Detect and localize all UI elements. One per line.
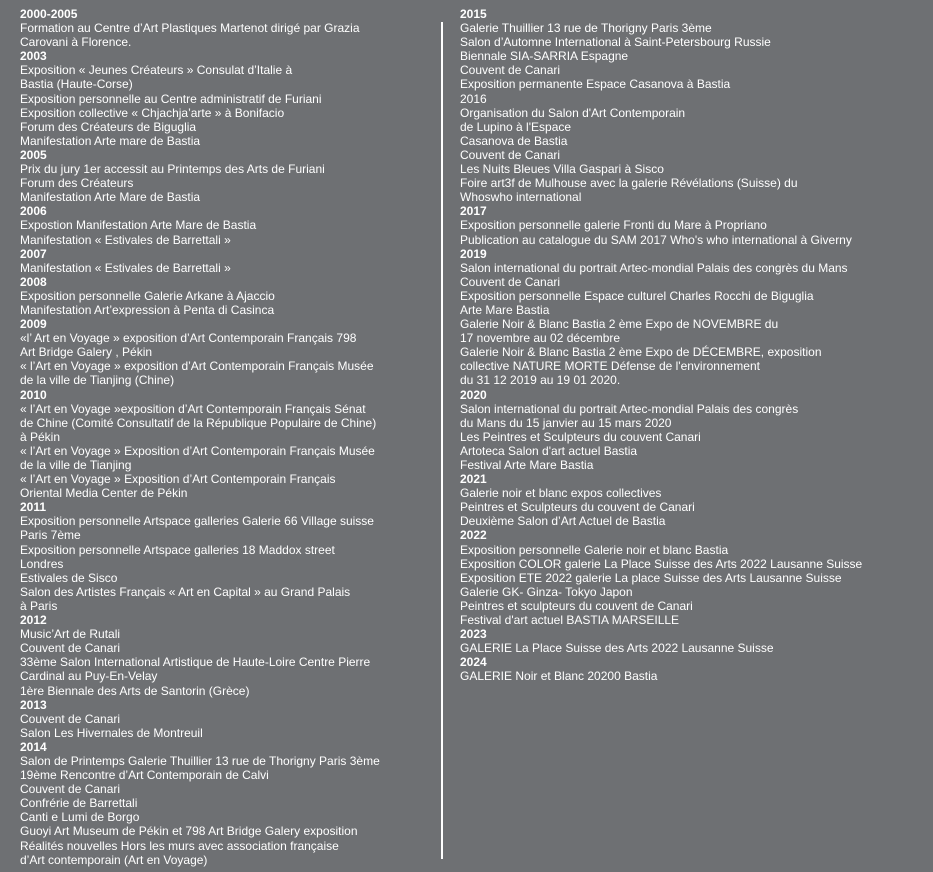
exhibition-entry: Deuxième Salon d’Art Actuel de Bastia <box>460 514 666 529</box>
exhibition-entry: Carovani à Florence. <box>20 35 132 50</box>
exhibition-entry: 17 novembre au 02 décembre <box>460 331 621 346</box>
exhibition-entry: Exposition « Jeunes Créateurs » Consulat d’Italie à <box>20 63 293 78</box>
year-heading: 2020 <box>460 387 487 402</box>
year-heading: 2011 <box>20 500 47 515</box>
exhibition-entry: collective NATURE MORTE Défense de l'environnement <box>460 359 760 374</box>
exhibition-entry: Couvent de Canari <box>20 782 121 797</box>
year-section <box>20 49 425 148</box>
exhibition-entry: Salon d’Automne International à Saint-Petersbourg Russie <box>460 35 771 50</box>
exhibition-entry: Formation au Centre d’Art Plastiques Martenot dirigé par Grazia <box>20 21 360 36</box>
year-heading: 2024 <box>460 655 487 670</box>
year-section <box>460 655 930 683</box>
year-heading: 2012 <box>20 613 47 628</box>
year-section <box>20 204 425 246</box>
exhibition-entry: Exposition personnelle Espace culturel Charles Rocchi de Biguglia <box>460 288 814 303</box>
exhibition-entry: Whoswho international <box>460 190 582 205</box>
year-section <box>460 204 930 246</box>
exhibition-entry: Biennale SIA-SARRIA Espagne <box>460 49 629 64</box>
exhibition-entry: de Lupino à l'Espace <box>460 119 572 134</box>
exhibition-entry: Galerie Noir & Blanc Bastia 2 ème Expo de DÉCEMBRE, exposition <box>460 345 822 360</box>
exhibition-entry: Londres <box>20 556 64 571</box>
year-heading: 2013 <box>20 697 47 712</box>
year-section <box>20 740 425 867</box>
exhibition-entry: Réalités nouvelles Hors les murs avec association française <box>20 838 339 853</box>
exhibition-entry: Exposition collective « Chjachja’arte » à Bonifacio <box>20 105 285 120</box>
exhibition-entry: Publication au catalogue du SAM 2017 Who's who international à Giverny <box>460 232 852 247</box>
year-heading: 2015 <box>460 7 487 21</box>
exhibition-entry: « l’Art en Voyage » Exposition d’Art Contemporain Français Musée <box>20 443 375 458</box>
left-column <box>20 7 425 867</box>
exhibition-entry: Exposition permanente Espace Casanova à Bastia <box>460 77 731 92</box>
exhibition-entry: de la ville de Tianjing (Chine) <box>20 373 175 388</box>
exhibition-entry: « l’Art en Voyage »exposition d’Art Contemporain Français Sénat <box>20 401 366 416</box>
exhibition-entry: Manifestation « Estivales de Barrettali » <box>20 232 231 247</box>
exhibition-entry: Forum des Créateurs de Biguglia <box>20 119 197 134</box>
exhibition-entry: Guoyi Art Museum de Pékin et 798 Art Bridge Galery exposition <box>20 824 358 839</box>
exhibition-entry: Confrérie de Barrettali <box>20 796 138 811</box>
exhibition-entry: 19ème Rencontre d’Art Contemporain de Calvi <box>20 768 269 783</box>
exhibition-entry: Couvent de Canari <box>460 63 561 78</box>
exhibition-entry: « l’Art en Voyage » Exposition d’Art Contemporain Français <box>20 472 336 487</box>
exhibition-entry: Salon Les Hivernales de Montreuil <box>20 725 203 740</box>
right-column <box>460 7 930 684</box>
year-section <box>460 627 930 655</box>
exhibition-entry: Galerie Thuillier 13 rue de Thorigny Paris 3ème <box>460 21 712 36</box>
exhibition-entry: Exposition ETE 2022 galerie La place Suisse des Arts Lausanne Suisse <box>460 570 842 585</box>
year-section <box>460 472 930 528</box>
year-heading: 2022 <box>460 528 487 543</box>
exhibition-entry: Exposition personnelle Artspace galleries Galerie 66 Village suisse <box>20 514 374 529</box>
exhibition-entry: 33ème Salon International Artistique de Haute-Loire Centre Pierre <box>20 655 371 670</box>
exhibition-entry: du 31 12 2019 au 19 01 2020. <box>460 373 621 388</box>
exhibition-entry: Manifestation Art’expression à Penta di Casinca <box>20 302 275 317</box>
exhibition-entry: Salon international du portrait Artec-mondial Palais des congrès <box>460 401 799 416</box>
exhibition-entry: Exposition personnelle Galerie Arkane à Ajaccio <box>20 288 275 303</box>
exhibition-entry: Manifestation Arte Mare de Bastia <box>20 190 201 205</box>
exhibition-entry: Artoteca Salon d'art actuel Bastia <box>460 443 638 458</box>
exhibition-entry: Canti e Lumi de Borgo <box>20 810 140 825</box>
exhibition-entry: Exposition personnelle galerie Fronti du Mare à Propriano <box>460 218 767 233</box>
exhibition-entry: Les Nuits Bleues Villa Gaspari à Sisco <box>460 162 664 177</box>
exhibition-entry: 1ère Biennale des Arts de Santorin (Grèce) <box>20 683 250 698</box>
year-section <box>20 275 425 317</box>
exhibition-entry: Couvent de Canari <box>460 147 561 162</box>
year-section <box>20 317 425 387</box>
exhibition-entry: d’Art contemporain (Art en Voyage) <box>20 852 208 867</box>
year-heading: 2019 <box>460 246 487 261</box>
year-section <box>20 7 425 49</box>
year-section <box>20 613 425 698</box>
exhibition-entry: Galerie GK- Ginza- Tokyo Japon <box>460 584 633 599</box>
exhibition-entry: Exposition personnelle Galerie noir et blanc Bastia <box>460 542 729 557</box>
exhibition-entry: Peintres et Sculpteurs du couvent de Canari <box>460 500 695 515</box>
exhibition-entry: Festival Arte Mare Bastia <box>460 458 594 472</box>
column-divider <box>441 22 443 859</box>
year-heading: 2010 <box>20 387 47 402</box>
exhibition-entry: Art Bridge Galery , Pékin <box>20 345 153 360</box>
exhibition-entry: Foire art3f de Mulhouse avec la galerie Révélations (Suisse) du <box>460 176 798 191</box>
exhibition-entry: à Paris <box>20 598 58 613</box>
exhibition-entry: Oriental Media Center de Pékin <box>20 486 188 501</box>
exhibition-entry: Salon international du portrait Artec-mondial Palais des congrès du Mans <box>460 260 848 275</box>
exhibition-entry: Galerie noir et blanc expos collectives <box>460 486 662 501</box>
exhibition-entry: Arte Mare Bastia <box>460 302 550 317</box>
year-heading: 2014 <box>20 739 47 754</box>
exhibition-entry: Music’Art de Rutali <box>20 627 121 642</box>
year-section <box>20 698 425 740</box>
exhibition-entry: Exposition personnelle Artspace galleries 18 Maddox street <box>20 542 335 557</box>
exhibition-entry: Peintres et sculpteurs du couvent de Canari <box>460 598 693 613</box>
exhibition-entry: 2016 <box>460 91 487 106</box>
year-section <box>460 247 930 388</box>
exhibition-entry: Salon de Printemps Galerie Thuillier 13 rue de Thorigny Paris 3ème <box>20 753 380 768</box>
year-heading: 2008 <box>20 274 47 289</box>
exhibition-entry: Couvent de Canari <box>20 711 121 726</box>
exhibition-entry: Casanova de Bastia <box>460 133 568 148</box>
year-section <box>460 388 930 473</box>
year-heading: 2017 <box>460 204 487 219</box>
exhibition-entry: Festival d'art actuel BASTIA MARSEILLE <box>460 613 680 628</box>
exhibition-entry: « l’Art en Voyage » exposition d’Art Contemporain Français Musée <box>20 359 374 374</box>
exhibition-entry: «l’ Art en Voyage » exposition d’Art Contemporain Français 798 <box>20 331 357 346</box>
exhibition-entry: Estivales de Sisco <box>20 570 118 585</box>
exhibition-entry: Manifestation « Estivales de Barrettali » <box>20 260 231 275</box>
exhibition-entry: de Chine (Comité Consultatif de la République Populaire de Chine) <box>20 415 377 430</box>
year-section <box>460 528 930 627</box>
year-heading: 2000-2005 <box>20 7 78 21</box>
exhibition-entry: Organisation du Salon d'Art Contemporain <box>460 105 686 120</box>
year-section <box>20 247 425 275</box>
exhibition-entry: Paris 7ème <box>20 528 81 543</box>
exhibition-entry: de la ville de Tianjing <box>20 458 132 472</box>
year-heading: 2021 <box>460 472 487 487</box>
year-heading: 2009 <box>20 317 47 332</box>
year-heading: 2023 <box>460 627 487 642</box>
year-section <box>20 148 425 204</box>
exhibition-entry: Exposition COLOR galerie La Place Suisse des Arts 2022 Lausanne Suisse <box>460 556 863 571</box>
exhibition-entry: Bastia (Haute-Corse) <box>20 77 133 92</box>
year-heading: 2006 <box>20 204 47 219</box>
year-section <box>20 500 425 613</box>
exhibition-entry: Couvent de Canari <box>20 641 121 656</box>
exhibition-entry: GALERIE La Place Suisse des Arts 2022 Lausanne Suisse <box>460 641 774 656</box>
exhibition-entry: Cardinal au Puy-En-Velay <box>20 669 158 684</box>
year-heading: 2005 <box>20 147 47 162</box>
exhibition-entry: Salon des Artistes Français « Art en Capital » au Grand Palais <box>20 584 351 599</box>
exhibition-entry: GALERIE Noir et Blanc 20200 Bastia <box>460 669 658 684</box>
exhibition-entry: Les Peintres et Sculpteurs du couvent Canari <box>460 429 701 444</box>
year-section <box>460 7 930 204</box>
year-section <box>20 388 425 501</box>
exhibition-entry: Galerie Noir & Blanc Bastia 2 ème Expo de NOVEMBRE du <box>460 317 779 332</box>
exhibition-entry: Expostion Manifestation Arte Mare de Bastia <box>20 218 257 233</box>
exhibition-entry: Exposition personnelle au Centre administratif de Furiani <box>20 91 322 106</box>
exhibition-entry: Couvent de Canari <box>460 274 561 289</box>
exhibition-entry: Forum des Créateurs <box>20 176 134 191</box>
year-heading: 2003 <box>20 49 47 64</box>
year-heading: 2007 <box>20 246 47 261</box>
exhibition-entry: du Mans du 15 janvier au 15 mars 2020 <box>460 415 672 430</box>
exhibition-entry: à Pékin <box>20 429 61 444</box>
exhibition-entry: Manifestation Arte mare de Bastia <box>20 133 201 148</box>
exhibition-entry: Prix du jury 1er accessit au Printemps des Arts de Furiani <box>20 162 325 177</box>
